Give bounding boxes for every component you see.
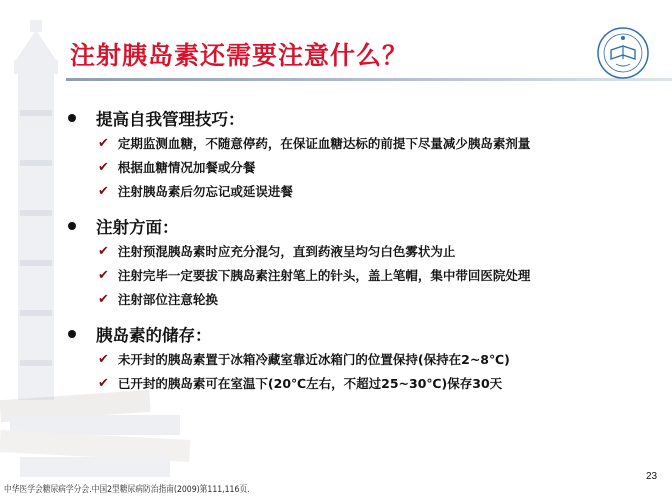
- page-number: 23: [646, 471, 658, 482]
- section-heading: 注射方面：: [96, 218, 179, 237]
- list-item-text: 根据血糖情况加餐或分餐: [117, 160, 256, 175]
- society-emblem-logo: [596, 26, 650, 80]
- list-item: [98, 266, 530, 284]
- section-heading: 提高自我管理技巧：: [96, 110, 245, 129]
- list-item: [98, 242, 455, 260]
- bullet-dot-icon: [68, 330, 76, 338]
- checkmark-icon: ✔: [98, 375, 109, 391]
- list-item-text: 注射预混胰岛素时应充分混匀，直到药液呈均匀白色雾状为止: [117, 244, 456, 259]
- list-item: [98, 290, 218, 308]
- list-item-text: 已开封的胰岛素可在室温下(20℃左右，不超过25~30℃)保存30天: [117, 376, 503, 391]
- slide-title: 注射胰岛素还需要注意什么？: [70, 41, 409, 70]
- list-item: [98, 158, 255, 176]
- bullet-dot-icon: [68, 222, 76, 230]
- list-item-text: 定期监测血糖，不随意停药，在保证血糖达标的前提下尽量减少胰岛素剂量: [117, 136, 531, 151]
- bullet-dot-icon: [68, 114, 76, 122]
- checkmark-icon: ✔: [98, 135, 109, 151]
- list-item-text: 注射完毕一定要拔下胰岛素注射笔上的针头，盖上笔帽，集中带回医院处理: [117, 268, 531, 283]
- section-heading: 胰岛素的储存：: [96, 326, 212, 345]
- checkmark-icon: ✔: [98, 183, 109, 199]
- list-item-text: 注射部位注意轮换: [117, 292, 218, 307]
- list-item: [98, 134, 530, 152]
- checkmark-icon: ✔: [98, 159, 109, 175]
- checkmark-icon: ✔: [98, 267, 109, 283]
- checkmark-icon: ✔: [98, 291, 109, 307]
- section-self-management: [64, 106, 245, 130]
- footer-reference: 中华医学会糖尿病学分会.中国2型糖尿病防治指南(2009)第111,116页.: [4, 485, 250, 495]
- section-storage: [64, 322, 212, 346]
- checkmark-icon: ✔: [98, 351, 109, 367]
- list-item: [98, 350, 510, 368]
- list-item: [98, 374, 502, 392]
- title-underline: [66, 78, 672, 81]
- checkmark-icon: ✔: [98, 243, 109, 259]
- list-item-text: 未开封的胰岛素置于冰箱冷藏室靠近冰箱门的位置保持(保持在2~8℃): [117, 352, 510, 367]
- section-injection: [64, 214, 179, 238]
- list-item: [98, 182, 293, 200]
- list-item-text: 注射胰岛素后勿忘记或延误进餐: [117, 184, 293, 199]
